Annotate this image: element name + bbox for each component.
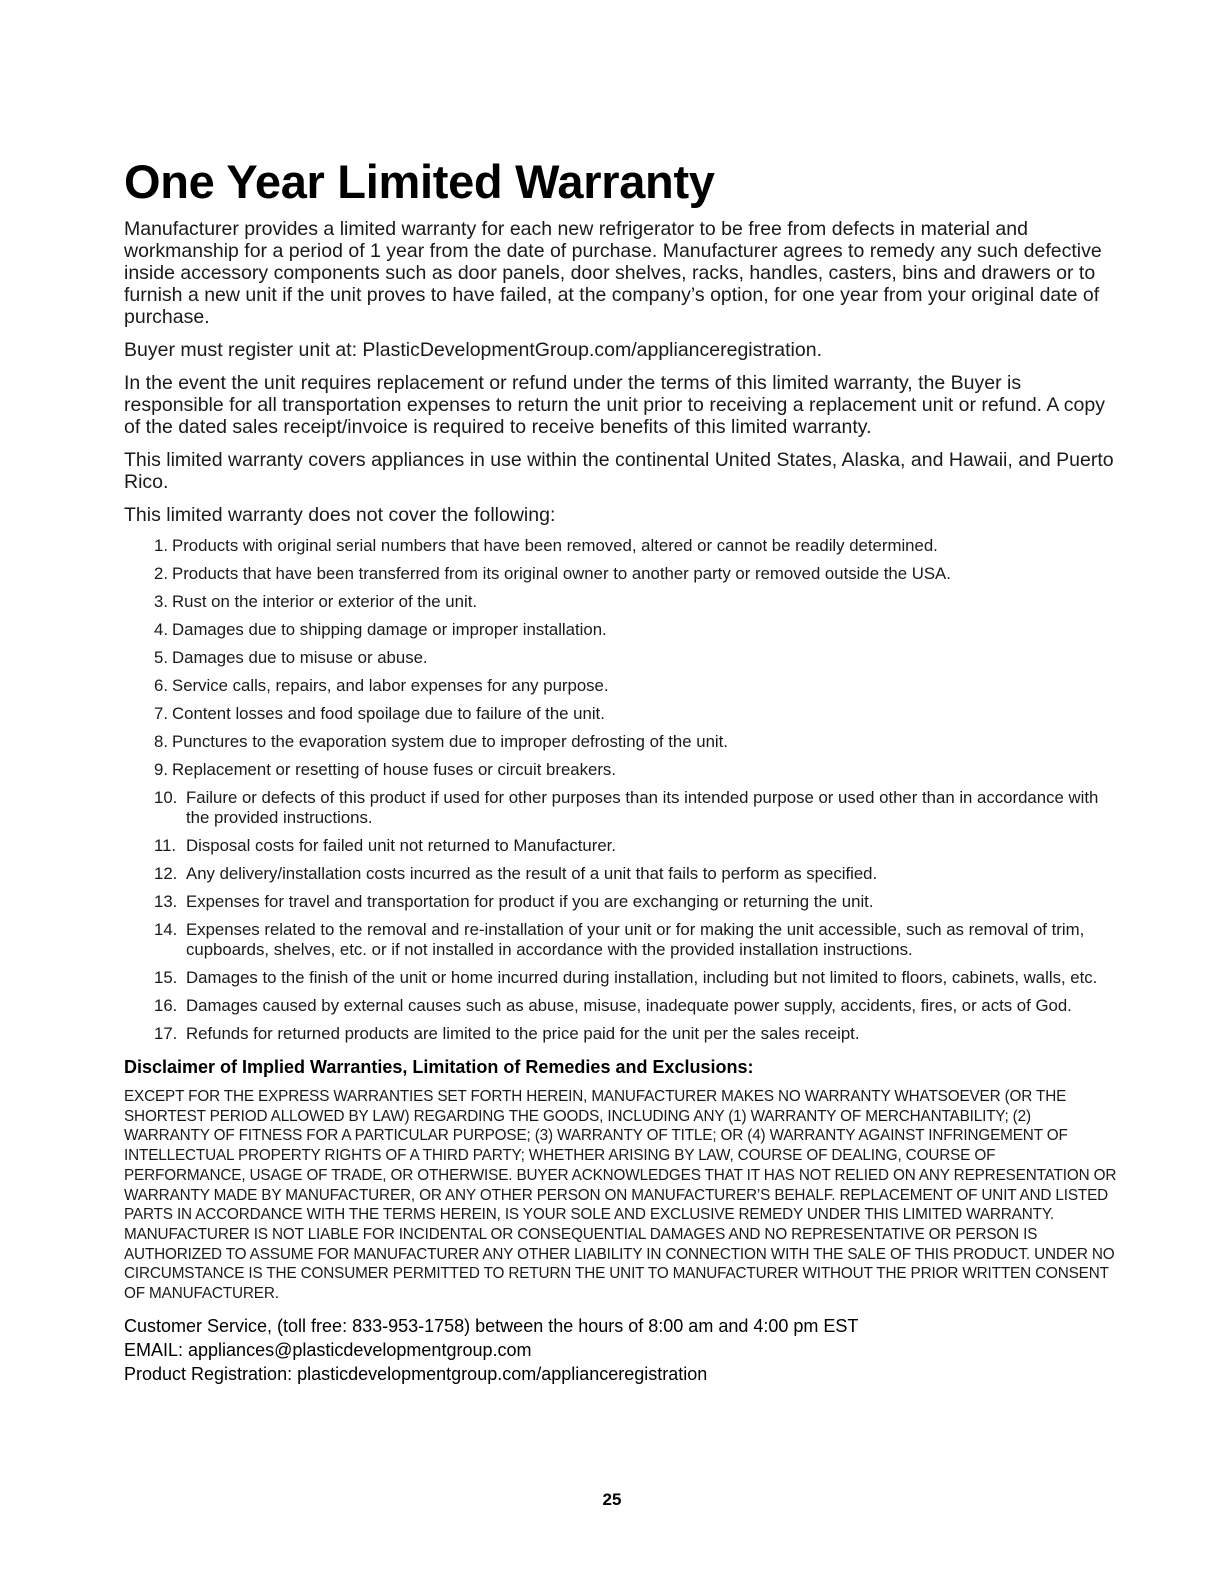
warranty-page: [124, 155, 1119, 1386]
list-item: [124, 536, 1119, 556]
list-item-text: Service calls, repairs, and labor expenses for any purpose.: [172, 676, 609, 695]
list-item: [124, 1024, 1119, 1044]
list-item-text: Any delivery/installation costs incurred as the result of a unit that fails to perform as specified.: [186, 864, 878, 883]
list-item-text: Punctures to the evaporation system due to improper defrosting of the unit.: [172, 732, 728, 751]
list-item-text: Refunds for returned products are limited to the price paid for the unit per the sales receipt.: [186, 1024, 860, 1043]
list-item-text: Damages to the finish of the unit or home incurred during installation, including but not limited to floors, cabinets, walls, etc.: [186, 968, 1098, 987]
disclaimer-heading: Disclaimer of Implied Warranties, Limitation of Remedies and Exclusions:: [124, 1057, 754, 1077]
list-item-number: 17.: [154, 1024, 178, 1043]
list-item-text: Expenses related to the removal and re-installation of your unit or for making the unit accessible, such as removal of trim, cupboards, shelves, etc. or if not installed in accordance with the provided installation instructions.: [186, 920, 1085, 959]
list-item-number: 1.: [154, 536, 168, 555]
list-item-number: 16.: [154, 996, 178, 1015]
page-number: 25: [602, 1490, 622, 1509]
list-item-text: Disposal costs for failed unit not returned to Manufacturer.: [186, 836, 617, 855]
list-item: [124, 836, 1119, 856]
list-item: [124, 760, 1119, 780]
list-item-text: Damages due to shipping damage or improper installation.: [172, 620, 607, 639]
warranty-intro-paragraph: Manufacturer provides a limited warranty for each new refrigerator to be free from defects in material and workmanship for a period of 1 year from the date of purchase. Manufacturer agrees to remedy any such defective inside accessory components such as door panels, door shelves, racks, handles, casters, bins and drawers or to furnish a new unit if the unit proves to have failed, at the company’s option, for one year from your original date of purchase.: [124, 218, 1102, 328]
list-item-number: 13.: [154, 892, 178, 911]
list-item-number: 15.: [154, 968, 178, 987]
list-item: [124, 996, 1119, 1016]
registration-paragraph: Buyer must register unit at: PlasticDevelopmentGroup.com/applianceregistration.: [124, 339, 822, 361]
list-item: [124, 920, 1119, 960]
list-item-text: Expenses for travel and transportation for product if you are exchanging or returning the unit.: [186, 892, 874, 911]
list-item-number: 2.: [154, 564, 168, 583]
list-item-number: 11.: [154, 836, 177, 855]
list-item: [124, 564, 1119, 584]
list-item-text: Damages due to misuse or abuse.: [172, 648, 428, 667]
replacement-paragraph: In the event the unit requires replacement or refund under the terms of this limited warranty, the Buyer is responsible for all transportation expenses to return the unit prior to receiving a replacement unit or refund. A copy of the dated sales receipt/invoice is required to receive benefits of this limited warranty.: [124, 372, 1105, 438]
list-item: [124, 864, 1119, 884]
list-item: [124, 892, 1119, 912]
list-item: [124, 592, 1119, 612]
list-item: [124, 968, 1119, 988]
list-item-number: 14.: [154, 920, 178, 939]
page-title: One Year Limited Warranty: [124, 155, 715, 208]
list-item-text: Replacement or resetting of house fuses or circuit breakers.: [172, 760, 616, 779]
list-item-number: 3.: [154, 592, 168, 611]
disclaimer-text: EXCEPT FOR THE EXPRESS WARRANTIES SET FORTH HEREIN, MANUFACTURER MAKES NO WARRANTY WHATSOEVER (OR THE SHORTEST PERIOD ALLOWED BY LAW) REGARDING THE GOODS, INCLUDING ANY (1) WARRANTY OF MERCHANTABILITY; (2) WARRANTY OF FITNESS FOR A PARTICULAR PURPOSE; (3) WARRANTY OF TITLE; OR (4) WARRANTY AGAINST INFRINGEMENT OF INTELLECTUAL PROPERTY RIGHTS OF A THIRD PARTY; WHETHER ARISING BY LAW, COURSE OF DEALING, COURSE OF PERFORMANCE, USAGE OF TRADE, OR OTHERWISE. BUYER ACKNOWLEDGES THAT IT HAS NOT RELIED ON ANY REPRESENTATION OR WARRANTY MADE BY MANUFACTURER, OR ANY OTHER PERSON ON MANUFACTURER’S BEHALF. REPLACEMENT OF UNIT AND LISTED PARTS IN ACCORDANCE WITH THE TERMS HEREIN, IS YOUR SOLE AND EXCLUSIVE REMEDY UNDER THIS LIMITED WARRANTY. MANUFACTURER IS NOT LIABLE FOR INCIDENTAL OR CONSEQUENTIAL DAMAGES AND NO REPRESENTATIVE OR PERSON IS AUTHORIZED TO ASSUME FOR MANUFACTURER ANY OTHER LIABILITY IN CONNECTION WITH THE SALE OF THIS PRODUCT. UNDER NO CIRCUMSTANCE IS THE CONSUMER PERMITTED TO RETURN THE UNIT TO MANUFACTURER WITHOUT THE PRIOR WRITTEN CONSENT OF MANUFACTURER.: [124, 1088, 1117, 1303]
list-item-text: Damages caused by external causes such as abuse, misuse, inadequate power supply, accidents, fires, or acts of God.: [186, 996, 1072, 1015]
list-item-text: Rust on the interior or exterior of the unit.: [172, 592, 478, 611]
list-item-text: Products with original serial numbers that have been removed, altered or cannot be readily determined.: [172, 536, 938, 555]
email-line: EMAIL: appliances@plasticdevelopmentgroup.com: [124, 1339, 532, 1360]
exclusions-intro: This limited warranty does not cover the following:: [124, 504, 556, 526]
list-item-number: 6.: [154, 676, 168, 695]
list-item-text: Content losses and food spoilage due to failure of the unit.: [172, 704, 605, 723]
coverage-area-paragraph: This limited warranty covers appliances in use within the continental United States, Alaska, and Hawaii, and Puerto Rico.: [124, 449, 1114, 493]
exclusions-list: [124, 536, 1119, 1044]
list-item-number: 5.: [154, 648, 168, 667]
list-item-number: 8.: [154, 732, 168, 751]
list-item-number: 9.: [154, 760, 168, 779]
contact-block: [124, 1314, 1119, 1386]
list-item: [124, 676, 1119, 696]
list-item: [124, 648, 1119, 668]
list-item: [124, 788, 1119, 828]
list-item-number: 12.: [154, 864, 178, 883]
list-item-text: Products that have been transferred from its original owner to another party or removed outside the USA.: [172, 564, 951, 583]
list-item-number: 4.: [154, 620, 168, 639]
list-item-text: Failure or defects of this product if used for other purposes than its intended purpose or used other than in accordance with the provided instructions.: [186, 788, 1099, 827]
list-item-number: 7.: [154, 704, 168, 723]
registration-line: Product Registration: plasticdevelopmentgroup.com/applianceregistration: [124, 1363, 708, 1384]
list-item: [124, 620, 1119, 640]
customer-service-line: Customer Service, (toll free: 833-953-1758) between the hours of 8:00 am and 4:00 pm EST: [124, 1315, 859, 1336]
list-item: [124, 732, 1119, 752]
list-item-number: 10.: [154, 788, 178, 807]
list-item: [124, 704, 1119, 724]
